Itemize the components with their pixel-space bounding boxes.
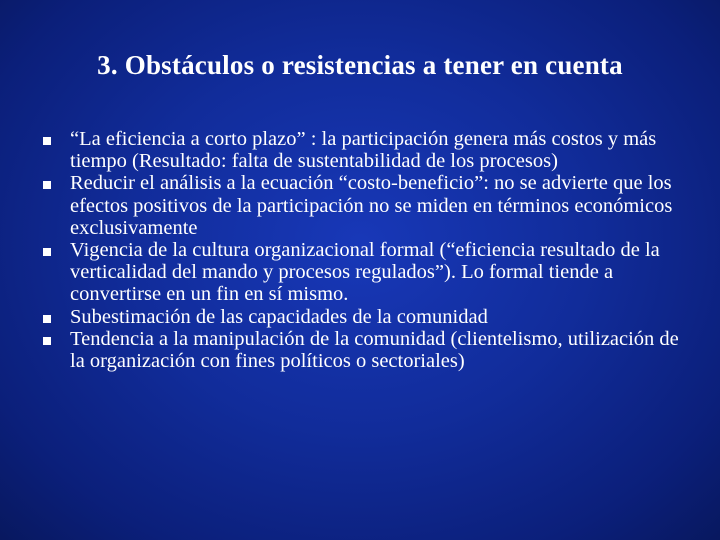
bullet-text: Tendencia a la manipulación de la comunidad (clientelismo, utilización de la organización con fines políticos o sectoriales) bbox=[70, 327, 679, 373]
bullet-text: Subestimación de las capacidades de la comunidad bbox=[70, 305, 488, 328]
slide-title: 3. Obstáculos o resistencias a tener en cuenta bbox=[97, 50, 623, 80]
bullet-item bbox=[40, 306, 690, 328]
bullet-item bbox=[40, 128, 690, 172]
bullet-item bbox=[40, 239, 690, 306]
square-bullet-icon bbox=[43, 315, 51, 323]
square-bullet-icon bbox=[43, 181, 51, 189]
bullet-text: Reducir el análisis a la ecuación “costo-beneficio”: no se advierte que los efectos positivos de la participación no se miden en términos económicos exclusivamente bbox=[70, 172, 673, 239]
square-bullet-icon bbox=[43, 248, 51, 256]
bullet-text: “La eficiencia a corto plazo” : la participación genera más costos y más tiempo (Resultado: falta de sustentabilidad de los procesos) bbox=[70, 128, 657, 173]
bullet-list bbox=[40, 128, 690, 372]
bullet-item bbox=[40, 328, 690, 372]
square-bullet-icon bbox=[43, 337, 51, 345]
bullet-item bbox=[40, 172, 690, 239]
bullet-text: Vigencia de la cultura organizacional formal (“eficiencia resultado de la verticalidad del mando y procesos regulados”). Lo formal tiende a convertirse en un fin en sí mismo. bbox=[70, 239, 660, 306]
square-bullet-icon bbox=[43, 137, 51, 145]
